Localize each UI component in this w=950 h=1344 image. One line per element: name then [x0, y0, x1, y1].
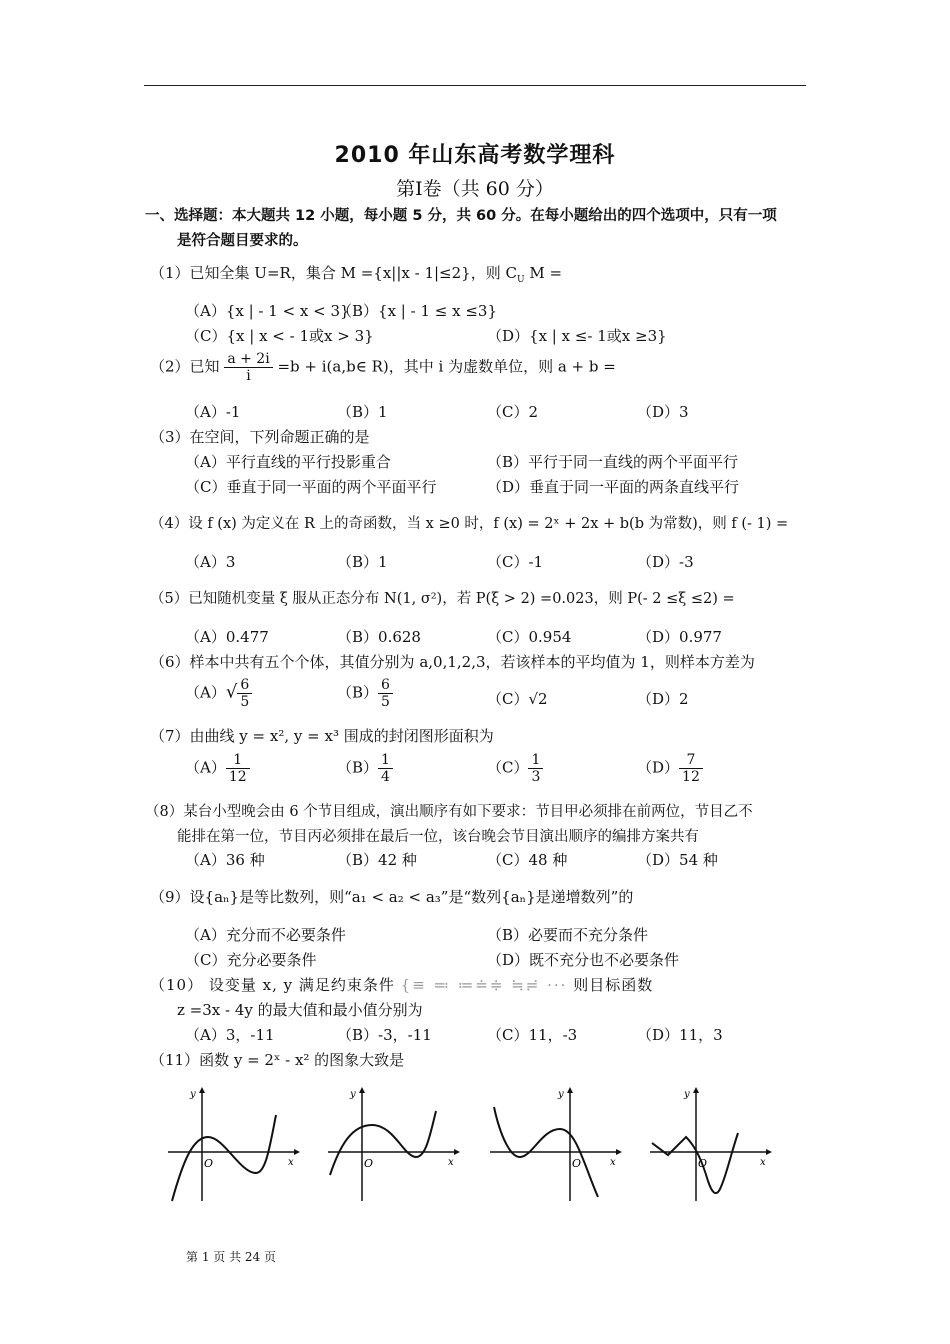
question-11-graph-c [484, 1085, 624, 1205]
question-1-option-a: （A）{x | - 1 < x < 3} [185, 302, 350, 320]
question-4-option-c: （C）-1 [487, 553, 544, 571]
question-10-line2: z =3x - 4y 的最大值和最小值分别为 [177, 1001, 423, 1019]
question-6-option-d: （D）2 [637, 690, 689, 708]
question-6-option-b: （B） $\frac{6}{5}$ [337, 677, 393, 710]
graph-b-y-label: y [350, 1089, 356, 1100]
section-heading-line2: 是符合题目要求的。 [177, 233, 308, 249]
graph-c-y-label: y [558, 1089, 564, 1100]
question-10-option-c: （C）11，-3 [487, 1026, 578, 1044]
question-11-graph-d [646, 1085, 776, 1205]
question-4-option-a: （A）3 [185, 553, 236, 571]
question-4-option-b: （B）1 [337, 553, 388, 571]
question-2-fraction: $\frac{a + 2i}{i}$ [224, 351, 272, 384]
question-6-option-a: （A）√ $\frac{6}{5}$ [185, 677, 252, 710]
question-1-option-d: （D）{x | x ≤- 1或x ≥3} [487, 327, 667, 345]
header-rule [144, 85, 806, 86]
page-title: 2010 年山东高考数学理科 [334, 143, 616, 168]
question-2-option-c: （C）2 [487, 403, 539, 421]
question-3-option-b: （B）平行于同一直线的两个平面平行 [487, 453, 739, 471]
question-5-option-d: （D）0.977 [637, 628, 722, 646]
graph-d-x-label: x [760, 1157, 766, 1168]
question-7-option-d: （D） $\frac{7}{12}$ [637, 752, 703, 785]
question-2-stem: （2）已知 $\frac{a + 2i}{i}$ =b + i(a,b∈ R)，其中 i 为虚数单位，则 a + b = [150, 351, 616, 384]
question-10-option-b: （B）-3，-11 [337, 1026, 432, 1044]
section-heading-line1: 一、选择题：本大题共 12 小题，每小题 5 分，共 60 分。在每小题给出的四个选项中，只有一项 [145, 208, 777, 224]
question-11-graph-a [160, 1085, 300, 1205]
question-1-option-c: （C）{x | x < - 1或x > 3} [185, 327, 374, 345]
question-3-option-d: （D）垂直于同一平面的两条直线平行 [487, 478, 740, 496]
graph-d-origin-label: O [698, 1157, 708, 1170]
question-10-constraint-image: {≡ ≕ ≔≐≑ ≒≓ ··· [400, 976, 568, 994]
question-9-option-c: （C）充分必要条件 [185, 951, 317, 969]
graph-c-origin-label: O [572, 1157, 582, 1170]
question-6-stem: （6）样本中共有五个个体，其值分别为 a,0,1,2,3，若该样本的平均值为 1，则样本方差为 [150, 653, 755, 671]
question-3-stem: （3）在空间，下列命题正确的是 [150, 428, 370, 446]
question-8-line1: （8）某台小型晚会由 6 个节目组成，演出顺序有如下要求：节目甲必须排在前两位，节目乙不 [145, 804, 753, 820]
question-4-option-d: （D）-3 [637, 553, 694, 571]
question-5-option-b: （B）0.628 [337, 628, 421, 646]
graph-a-y-label: y [190, 1089, 196, 1100]
graph-a-origin-label: O [204, 1157, 214, 1170]
graph-b-x-label: x [448, 1157, 454, 1168]
question-3-option-c: （C）垂直于同一平面的两个平面平行 [185, 478, 437, 496]
question-7-option-b: （B） $\frac{1}{4}$ [337, 752, 393, 785]
question-8-option-a: （A）36 种 [185, 851, 265, 869]
question-10-option-d: （D）11，3 [637, 1026, 723, 1044]
question-1-stem: （1）已知全集 U=R，集合 M ={x||x - 1|≤2}，则 $C_U$ M = [150, 264, 563, 285]
question-7-option-c: （C） $\frac{1}{3}$ [487, 752, 543, 785]
graph-a-x-label: x [288, 1157, 294, 1168]
question-8-option-d: （D）54 种 [637, 851, 718, 869]
question-10-option-a: （A）3，-11 [185, 1026, 275, 1044]
question-6-option-c: （C）√2 [487, 690, 548, 708]
question-11-graph-b [322, 1085, 462, 1205]
question-7-option-a: （A） $\frac{1}{12}$ [185, 752, 250, 785]
question-9-option-a: （A）充分而不必要条件 [185, 926, 346, 944]
question-8-option-b: （B）42 种 [337, 851, 417, 869]
page-footer: 第 1 页 共 24 页 [186, 1250, 276, 1264]
question-4-stem: （4）设 f (x) 为定义在 R 上的奇函数，当 x ≥0 时，f (x) = 2ˣ + 2x + b(b 为常数)，则 f (- 1) = [150, 516, 789, 532]
question-9-option-d: （D）既不充分也不必要条件 [487, 951, 680, 969]
question-2-option-d: （D）3 [637, 403, 689, 421]
question-2-option-a: （A）-1 [185, 403, 241, 421]
question-7-stem: （7）由曲线 y = x², y = x³ 围成的封闭图形面积为 [150, 727, 494, 745]
question-2-option-b: （B）1 [337, 403, 388, 421]
question-9-option-b: （B）必要而不充分条件 [487, 926, 649, 944]
question-5-option-c: （C）0.954 [487, 628, 572, 646]
graph-d-y-label: y [684, 1089, 690, 1100]
question-3-option-a: （A）平行直线的平行投影重合 [185, 453, 391, 471]
question-11-stem: （11）函数 y = 2ˣ - x² 的图象大致是 [150, 1051, 405, 1069]
question-8-line2: 能排在第一位，节目丙必须排在最后一位，该台晚会节目演出顺序的编排方案共有 [177, 829, 699, 845]
question-10-line1: （10） 设变量 x, y 满足约束条件 {≡ ≕ ≔≐≑ ≒≓ ··· 则目标函数 [150, 976, 654, 994]
question-9-stem: （9）设{aₙ}是等比数列，则“a₁ < a₂ < a₃”是“数列{aₙ}是递增数列”的 [150, 888, 634, 906]
graph-b-origin-label: O [364, 1157, 374, 1170]
question-8-option-c: （C）48 种 [487, 851, 568, 869]
page-subtitle: 第Ⅰ卷（共 60 分） [396, 178, 554, 200]
question-5-stem: （5）已知随机变量 ξ 服从正态分布 N(1, σ²)，若 P(ξ > 2) =0.023，则 P(- 2 ≤ξ ≤2) = [150, 591, 735, 607]
graph-c-x-label: x [610, 1157, 616, 1168]
question-5-option-a: （A）0.477 [185, 628, 269, 646]
question-1-option-b: （B）{x | - 1 ≤ x ≤3} [337, 302, 497, 320]
